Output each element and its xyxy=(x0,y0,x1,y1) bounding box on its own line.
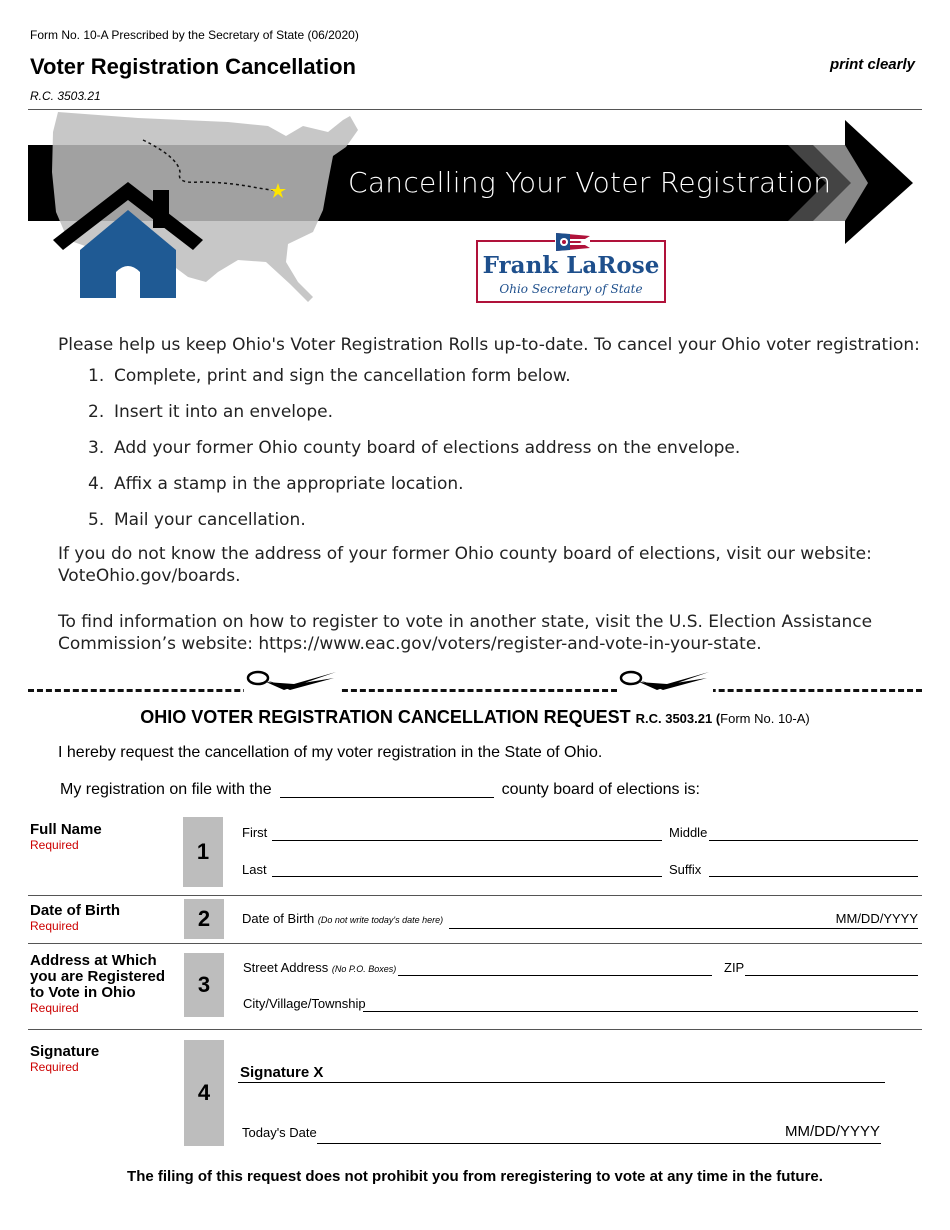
required-note: Required xyxy=(30,838,79,852)
logo-subtitle: Ohio Secretary of State xyxy=(499,282,643,296)
street-address-field[interactable] xyxy=(398,975,712,976)
street-label-text: Street Address xyxy=(243,960,329,975)
step-number: 4. xyxy=(88,474,105,494)
request-title-text: OHIO VOTER REGISTRATION CANCELLATION REQUEST xyxy=(140,707,631,727)
list-item xyxy=(88,509,740,545)
county-input[interactable] xyxy=(280,780,494,798)
form-number: Form No. 10-A Prescribed by the Secretary of State (06/2020) xyxy=(30,28,359,42)
eac-paragraph: To find information on how to register to vote in another state, visit the U.S. Election Assistance Commission’s website: https://www.eac.gov/voters/register-and-vote-in-your-state. xyxy=(58,612,873,654)
list-item xyxy=(88,437,740,473)
step-text: Mail your cancellation. xyxy=(114,510,306,530)
signature-label xyxy=(30,1044,99,1075)
zip-label: ZIP xyxy=(724,960,745,975)
section-label: Full Name xyxy=(30,821,102,838)
middle-name-field[interactable] xyxy=(709,840,918,841)
scissors-icon xyxy=(617,668,713,696)
list-item xyxy=(88,473,740,509)
section-number-box: 2 xyxy=(184,899,224,939)
step-text: Complete, print and sign the cancellation form below. xyxy=(114,366,571,386)
section-number-box: 3 xyxy=(184,953,224,1017)
step-number: 2. xyxy=(88,402,105,422)
list-item xyxy=(88,365,740,401)
request-title xyxy=(0,707,950,728)
banner-graphic xyxy=(28,112,922,308)
dob-format: MM/DD/YYYY xyxy=(835,911,918,926)
last-name-field[interactable] xyxy=(272,876,662,877)
request-form-ref: Form No. 10-A) xyxy=(720,711,810,726)
step-number: 1. xyxy=(88,366,105,386)
suffix-label: Suffix xyxy=(669,862,702,877)
boards-paragraph: If you do not know the address of your former Ohio county board of elections, visit our website: VoteOhio.gov/boards. xyxy=(58,544,872,586)
step-text: Add your former Ohio county board of elections address on the envelope. xyxy=(114,438,741,458)
cut-line xyxy=(28,689,922,692)
suffix-field[interactable] xyxy=(709,876,918,877)
address-label xyxy=(30,953,165,1016)
city-field[interactable] xyxy=(363,1011,918,1012)
ohio-flag-icon xyxy=(556,233,590,251)
step-number: 5. xyxy=(88,510,105,530)
todays-date-format: MM/DD/YYYY xyxy=(784,1123,880,1140)
county-prefix: My registration on file with the xyxy=(60,781,272,798)
county-suffix: county board of elections is: xyxy=(501,781,700,798)
signature-x-label: Signature X xyxy=(240,1064,324,1081)
street-note: (No P.O. Boxes) xyxy=(331,964,397,974)
section-number-box: 1 xyxy=(183,817,223,887)
last-label: Last xyxy=(242,862,267,877)
instructions-intro: Please help us keep Ohio's Voter Registration Rolls up-to-date. To cancel your Ohio voter registration: xyxy=(58,335,920,355)
dob-label xyxy=(30,903,120,934)
required-note: Required xyxy=(30,1001,79,1015)
first-name-field[interactable] xyxy=(272,840,662,841)
footer-note: The filing of this request does not prohibit you from reregistering to vote at any time in the future. xyxy=(127,1168,823,1185)
print-clearly-note: print clearly xyxy=(829,56,915,73)
scissors-icon xyxy=(244,668,340,696)
request-statement: I hereby request the cancellation of my voter registration in the State of Ohio. xyxy=(58,744,603,761)
section-divider xyxy=(28,895,922,896)
header-divider xyxy=(28,109,922,110)
revised-code: R.C. 3503.21 xyxy=(30,89,101,103)
page-title: Voter Registration Cancellation xyxy=(30,54,356,79)
banner-title: Cancelling Your Voter Registration xyxy=(348,166,832,199)
step-number: 3. xyxy=(88,438,105,458)
section-label: Signature xyxy=(30,1043,100,1060)
step-text: Affix a stamp in the appropriate location. xyxy=(114,474,464,494)
dob-note: (Do not write today's date here) xyxy=(317,915,444,925)
instruction-steps xyxy=(88,365,740,545)
section-divider xyxy=(28,1029,922,1030)
dob-label-text: Date of Birth xyxy=(242,911,315,926)
section-label-line: you are Registered xyxy=(30,968,166,985)
section-label-line: to Vote in Ohio xyxy=(30,984,136,1001)
section-label: Date of Birth xyxy=(30,902,120,919)
section-divider xyxy=(28,943,922,944)
request-rc: R.C. 3503.21 ( xyxy=(635,711,721,726)
required-note: Required xyxy=(30,1060,79,1074)
zip-field[interactable] xyxy=(745,975,918,976)
middle-label: Middle xyxy=(669,825,708,840)
step-text: Insert it into an envelope. xyxy=(114,402,334,422)
todays-date-label: Today's Date xyxy=(242,1125,317,1140)
dob-field-label xyxy=(242,911,443,926)
first-label: First xyxy=(242,825,268,840)
list-item xyxy=(88,401,740,437)
county-statement xyxy=(60,780,700,799)
section-number-box: 4 xyxy=(184,1040,224,1146)
street-label xyxy=(243,960,396,975)
todays-date-field[interactable] xyxy=(317,1143,881,1144)
full-name-label xyxy=(30,822,102,853)
logo-name: Frank LaRose xyxy=(482,252,660,279)
required-note: Required xyxy=(30,919,79,933)
city-label: City/Village/Township xyxy=(243,996,366,1011)
dob-field[interactable] xyxy=(449,928,918,929)
signature-field[interactable] xyxy=(238,1082,885,1083)
section-label-line: Address at Which xyxy=(30,952,157,969)
